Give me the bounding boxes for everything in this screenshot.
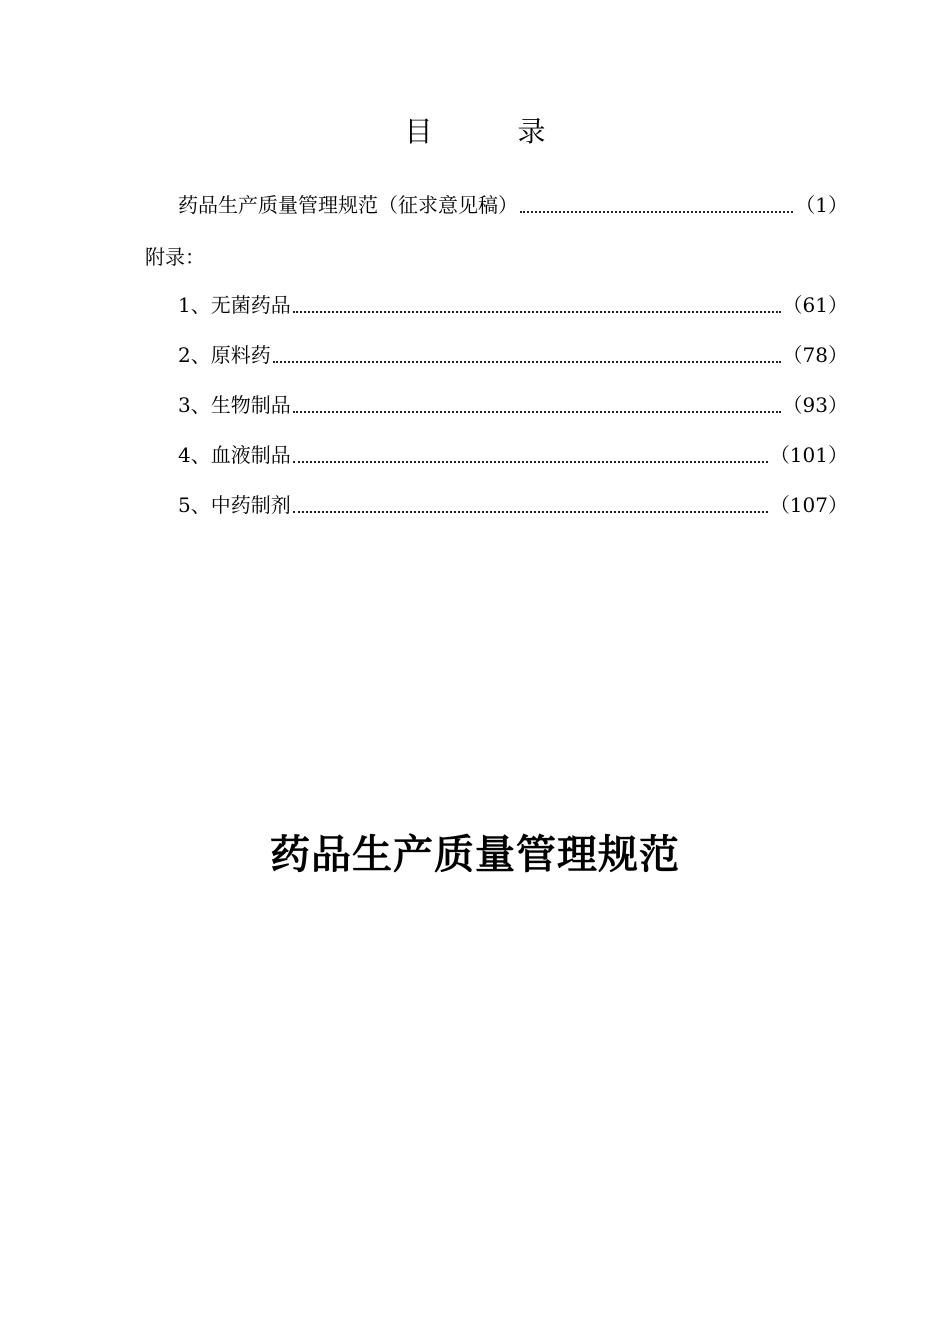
appendix-heading: 附录： xyxy=(145,245,205,269)
toc-entry-page: （101） xyxy=(769,443,848,467)
toc-entry-main[interactable] xyxy=(178,191,848,219)
toc-entry-label: 3、生物制品 xyxy=(178,393,291,417)
toc-entry-page: （61） xyxy=(782,293,848,317)
toc-entry-label: 5、中药制剂 xyxy=(178,493,291,517)
toc-entry-appendix-5[interactable] xyxy=(178,491,848,519)
dot-leader xyxy=(293,461,768,463)
toc-entry-label: 1、无菌药品 xyxy=(178,293,291,317)
dot-leader xyxy=(520,211,793,213)
dot-leader xyxy=(293,511,768,513)
toc-entry-appendix-3[interactable] xyxy=(178,391,848,419)
toc-title: 目 录 xyxy=(404,115,584,148)
document-title: 药品生产质量管理规范 xyxy=(270,832,680,878)
toc-entry-appendix-4[interactable] xyxy=(178,441,848,469)
toc-entry-appendix-1[interactable] xyxy=(178,291,848,319)
toc-entry-page: （78） xyxy=(782,343,848,367)
toc-entry-appendix-2[interactable] xyxy=(178,341,848,369)
dot-leader xyxy=(273,361,781,363)
toc-entry-label: 4、血液制品 xyxy=(178,443,291,467)
toc-entry-label: 2、原料药 xyxy=(178,343,271,367)
toc-entry-label: 药品生产质量管理规范（征求意见稿） xyxy=(178,193,518,217)
toc-entry-page: （93） xyxy=(782,393,848,417)
dot-leader xyxy=(293,311,781,313)
toc-entry-page: （107） xyxy=(769,493,848,517)
toc-entry-page: （1） xyxy=(795,193,848,217)
dot-leader xyxy=(293,411,781,413)
